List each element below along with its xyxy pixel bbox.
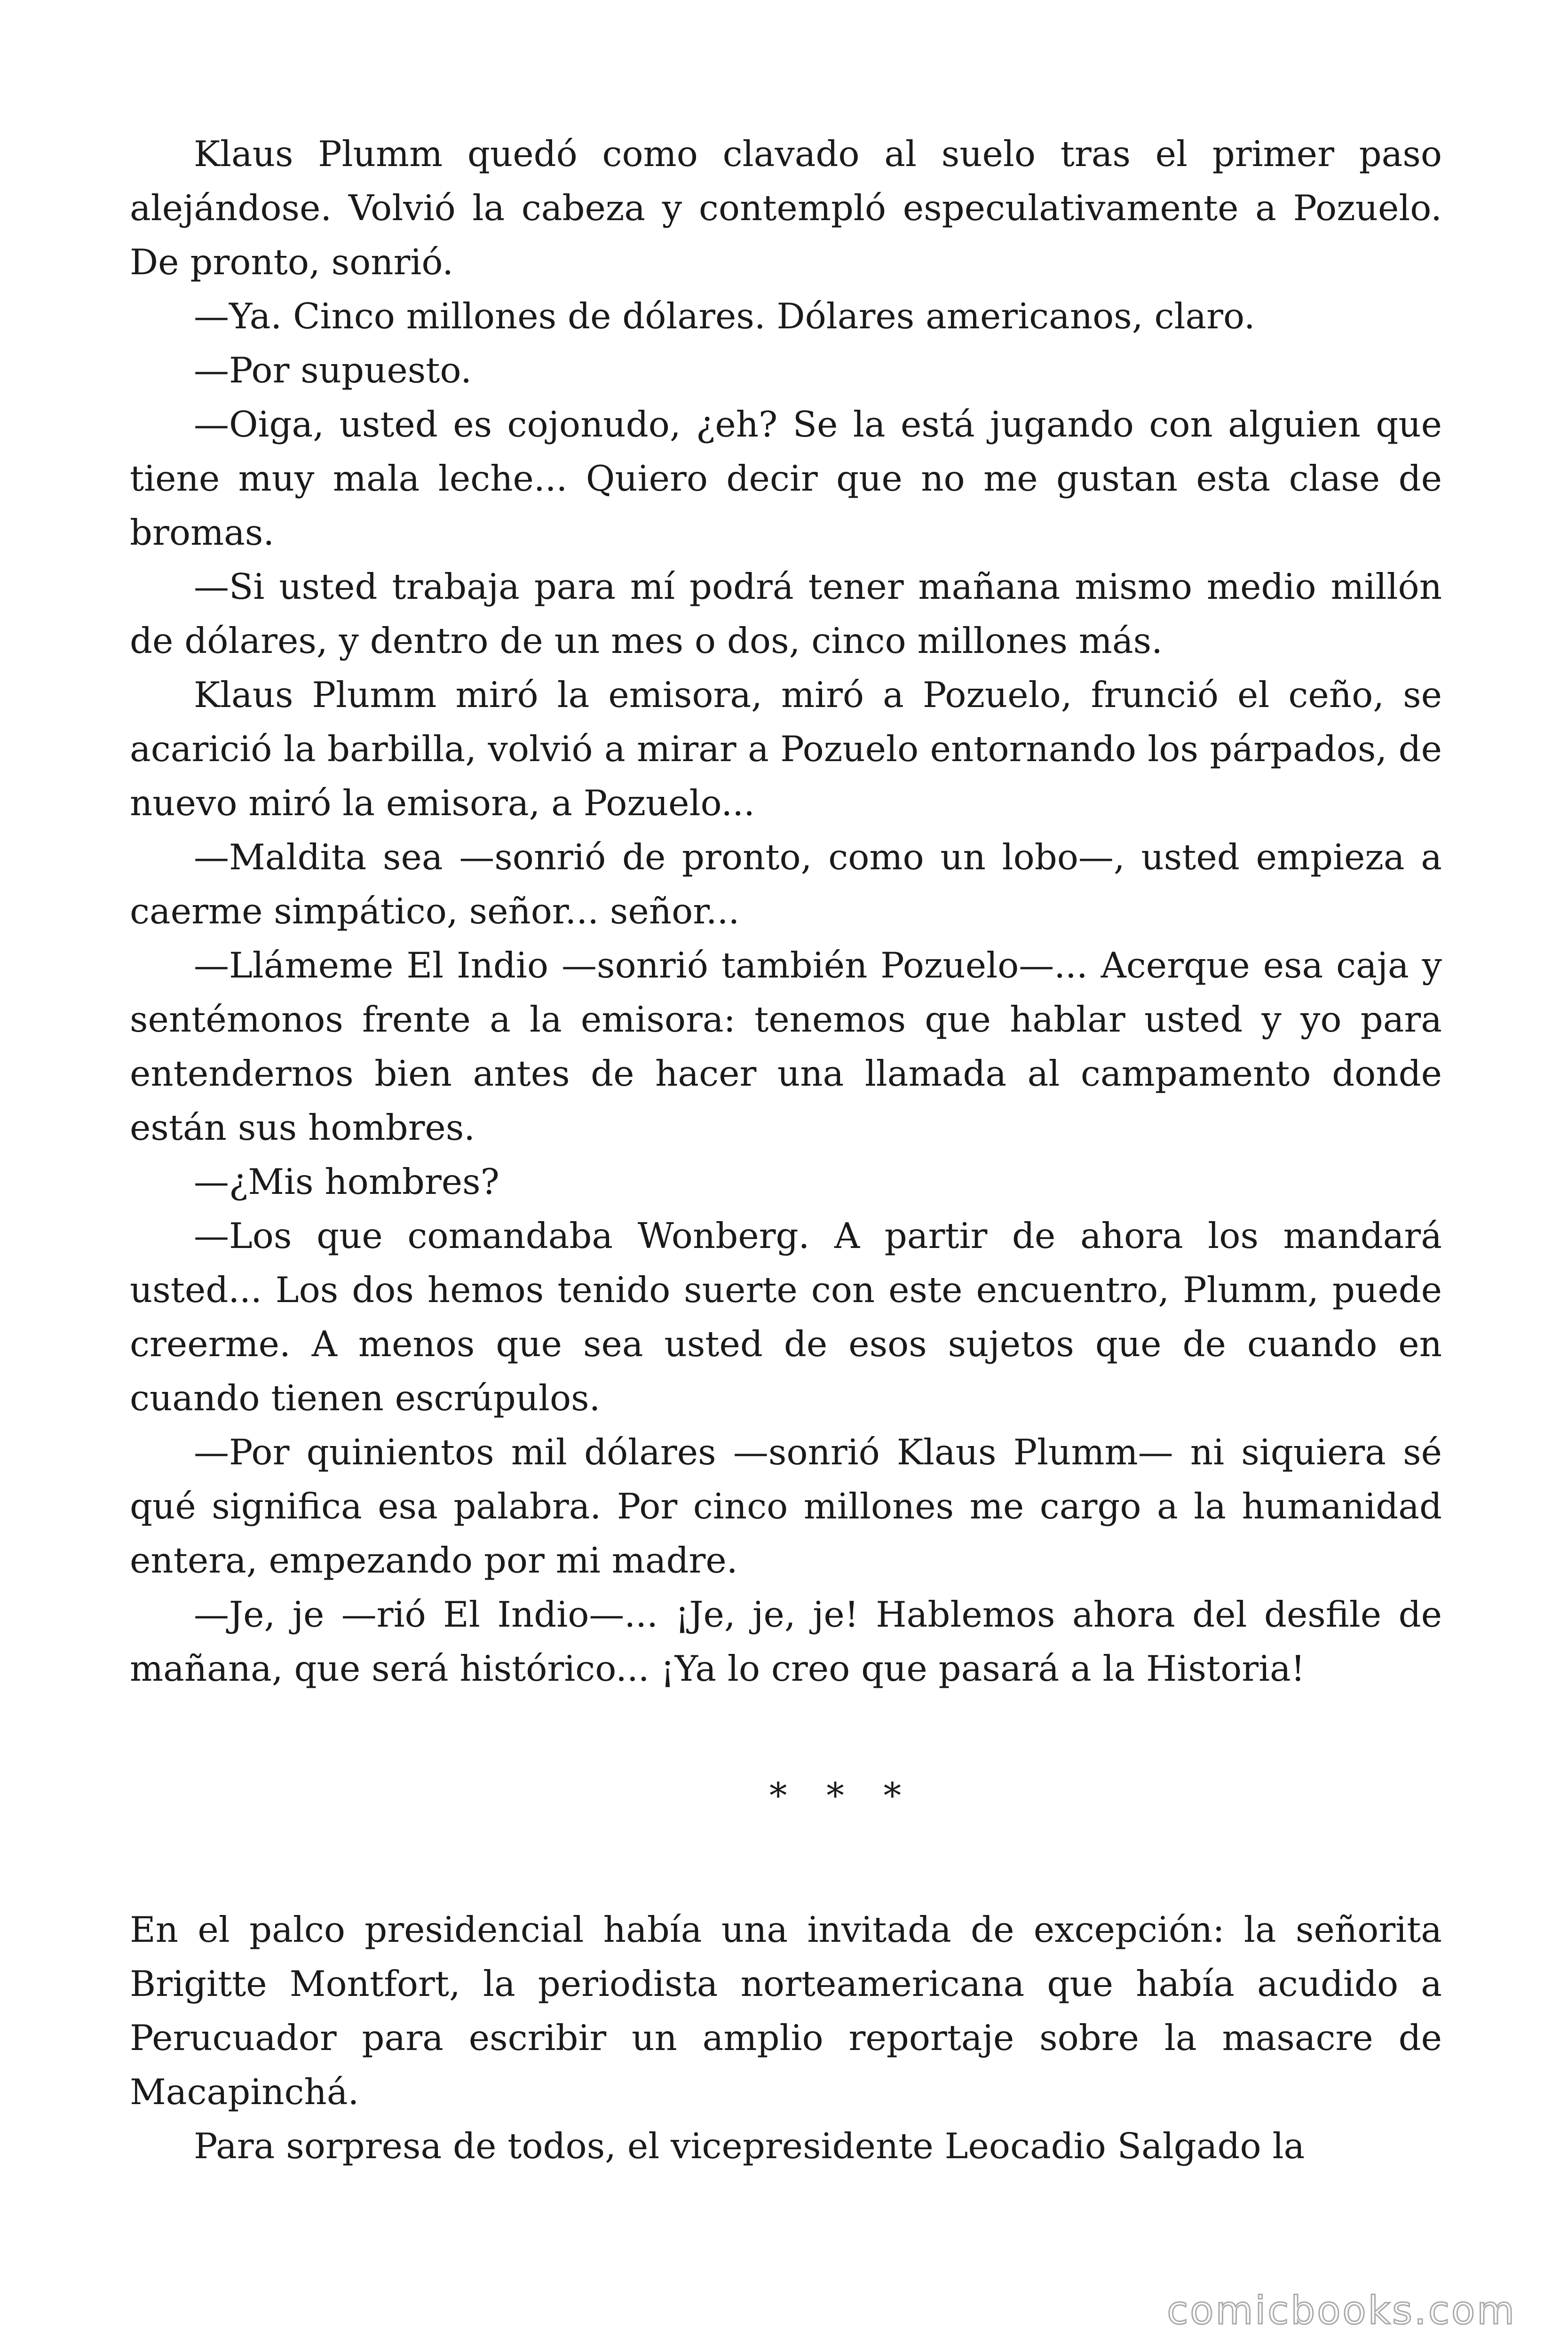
paragraph: —Si usted trabaja para mí podrá tener mañana mismo medio millón de dólares, y dentro de un mes o dos, cinco millones más. xyxy=(130,566,1442,661)
paragraph: —Los que comandaba Wonberg. A partir de ahora los mandará usted... Los dos hemos tenido suerte con este encuentro, Plumm, puede creerme. A menos que sea usted de esos sujetos que de cuando en cuando tienen escrúpulos. xyxy=(130,1215,1442,1419)
paragraph: —Ya. Cinco millones de dólares. Dólares americanos, claro. xyxy=(194,295,1255,337)
page-body xyxy=(130,127,1442,2173)
watermark: comicbooks.com xyxy=(1167,2288,1516,2333)
paragraph: —Llámeme El Indio —sonrió también Pozuelo—... Acerque esa caja y sentémonos frente a la emisora: tenemos que hablar usted y yo para entendernos bien antes de hacer una llamada al campamento donde están sus hombres. xyxy=(130,945,1442,1148)
paragraph: Klaus Plumm miró la emisora, miró a Pozuelo, frunció el ceño, se acarició la barbilla, volvió a mirar a Pozuelo entornando los párpados, de nuevo miró la emisora, a Pozuelo... xyxy=(130,674,1442,824)
paragraph: —Por quinientos mil dólares —sonrió Klaus Plumm— ni siquiera sé qué significa esa palabra. Por cinco millones me cargo a la humanidad entera, empezando por mi madre. xyxy=(130,1431,1442,1581)
paragraph: —Oiga, usted es cojonudo, ¿eh? Se la está jugando con alguien que tiene muy mala leche... Quiero decir que no me gustan esta clase de bromas. xyxy=(130,404,1442,553)
section-separator: * * * xyxy=(769,1775,916,1816)
paragraph: Para sorpresa de todos, el vicepresidente Leocadio Salgado la xyxy=(194,2125,1305,2167)
paragraph: Klaus Plumm quedó como clavado al suelo tras el primer paso alejándose. Volvió la cabeza y contempló especulativamente a Pozuelo. De pronto, sonrió. xyxy=(130,133,1442,283)
paragraph: —Por supuesto. xyxy=(194,350,472,391)
paragraph: —Je, je —rió El Indio—... ¡Je, je, je! Hablemos ahora del desfile de mañana, que será histórico... ¡Ya lo creo que pasará a la Historia! xyxy=(130,1594,1442,1689)
paragraph: —¿Mis hombres? xyxy=(194,1161,499,1202)
paragraph: En el palco presidencial había una invitada de excepción: la señorita Brigitte Montfort, la periodista norteamericana que había acudido a Perucuador para escribir un amplio reportaje sobre la masacre de Macapinchá. xyxy=(130,1909,1442,2113)
paragraph: —Maldita sea —sonrió de pronto, como un lobo—, usted empieza a caerme simpático, señor... señor... xyxy=(130,836,1442,932)
